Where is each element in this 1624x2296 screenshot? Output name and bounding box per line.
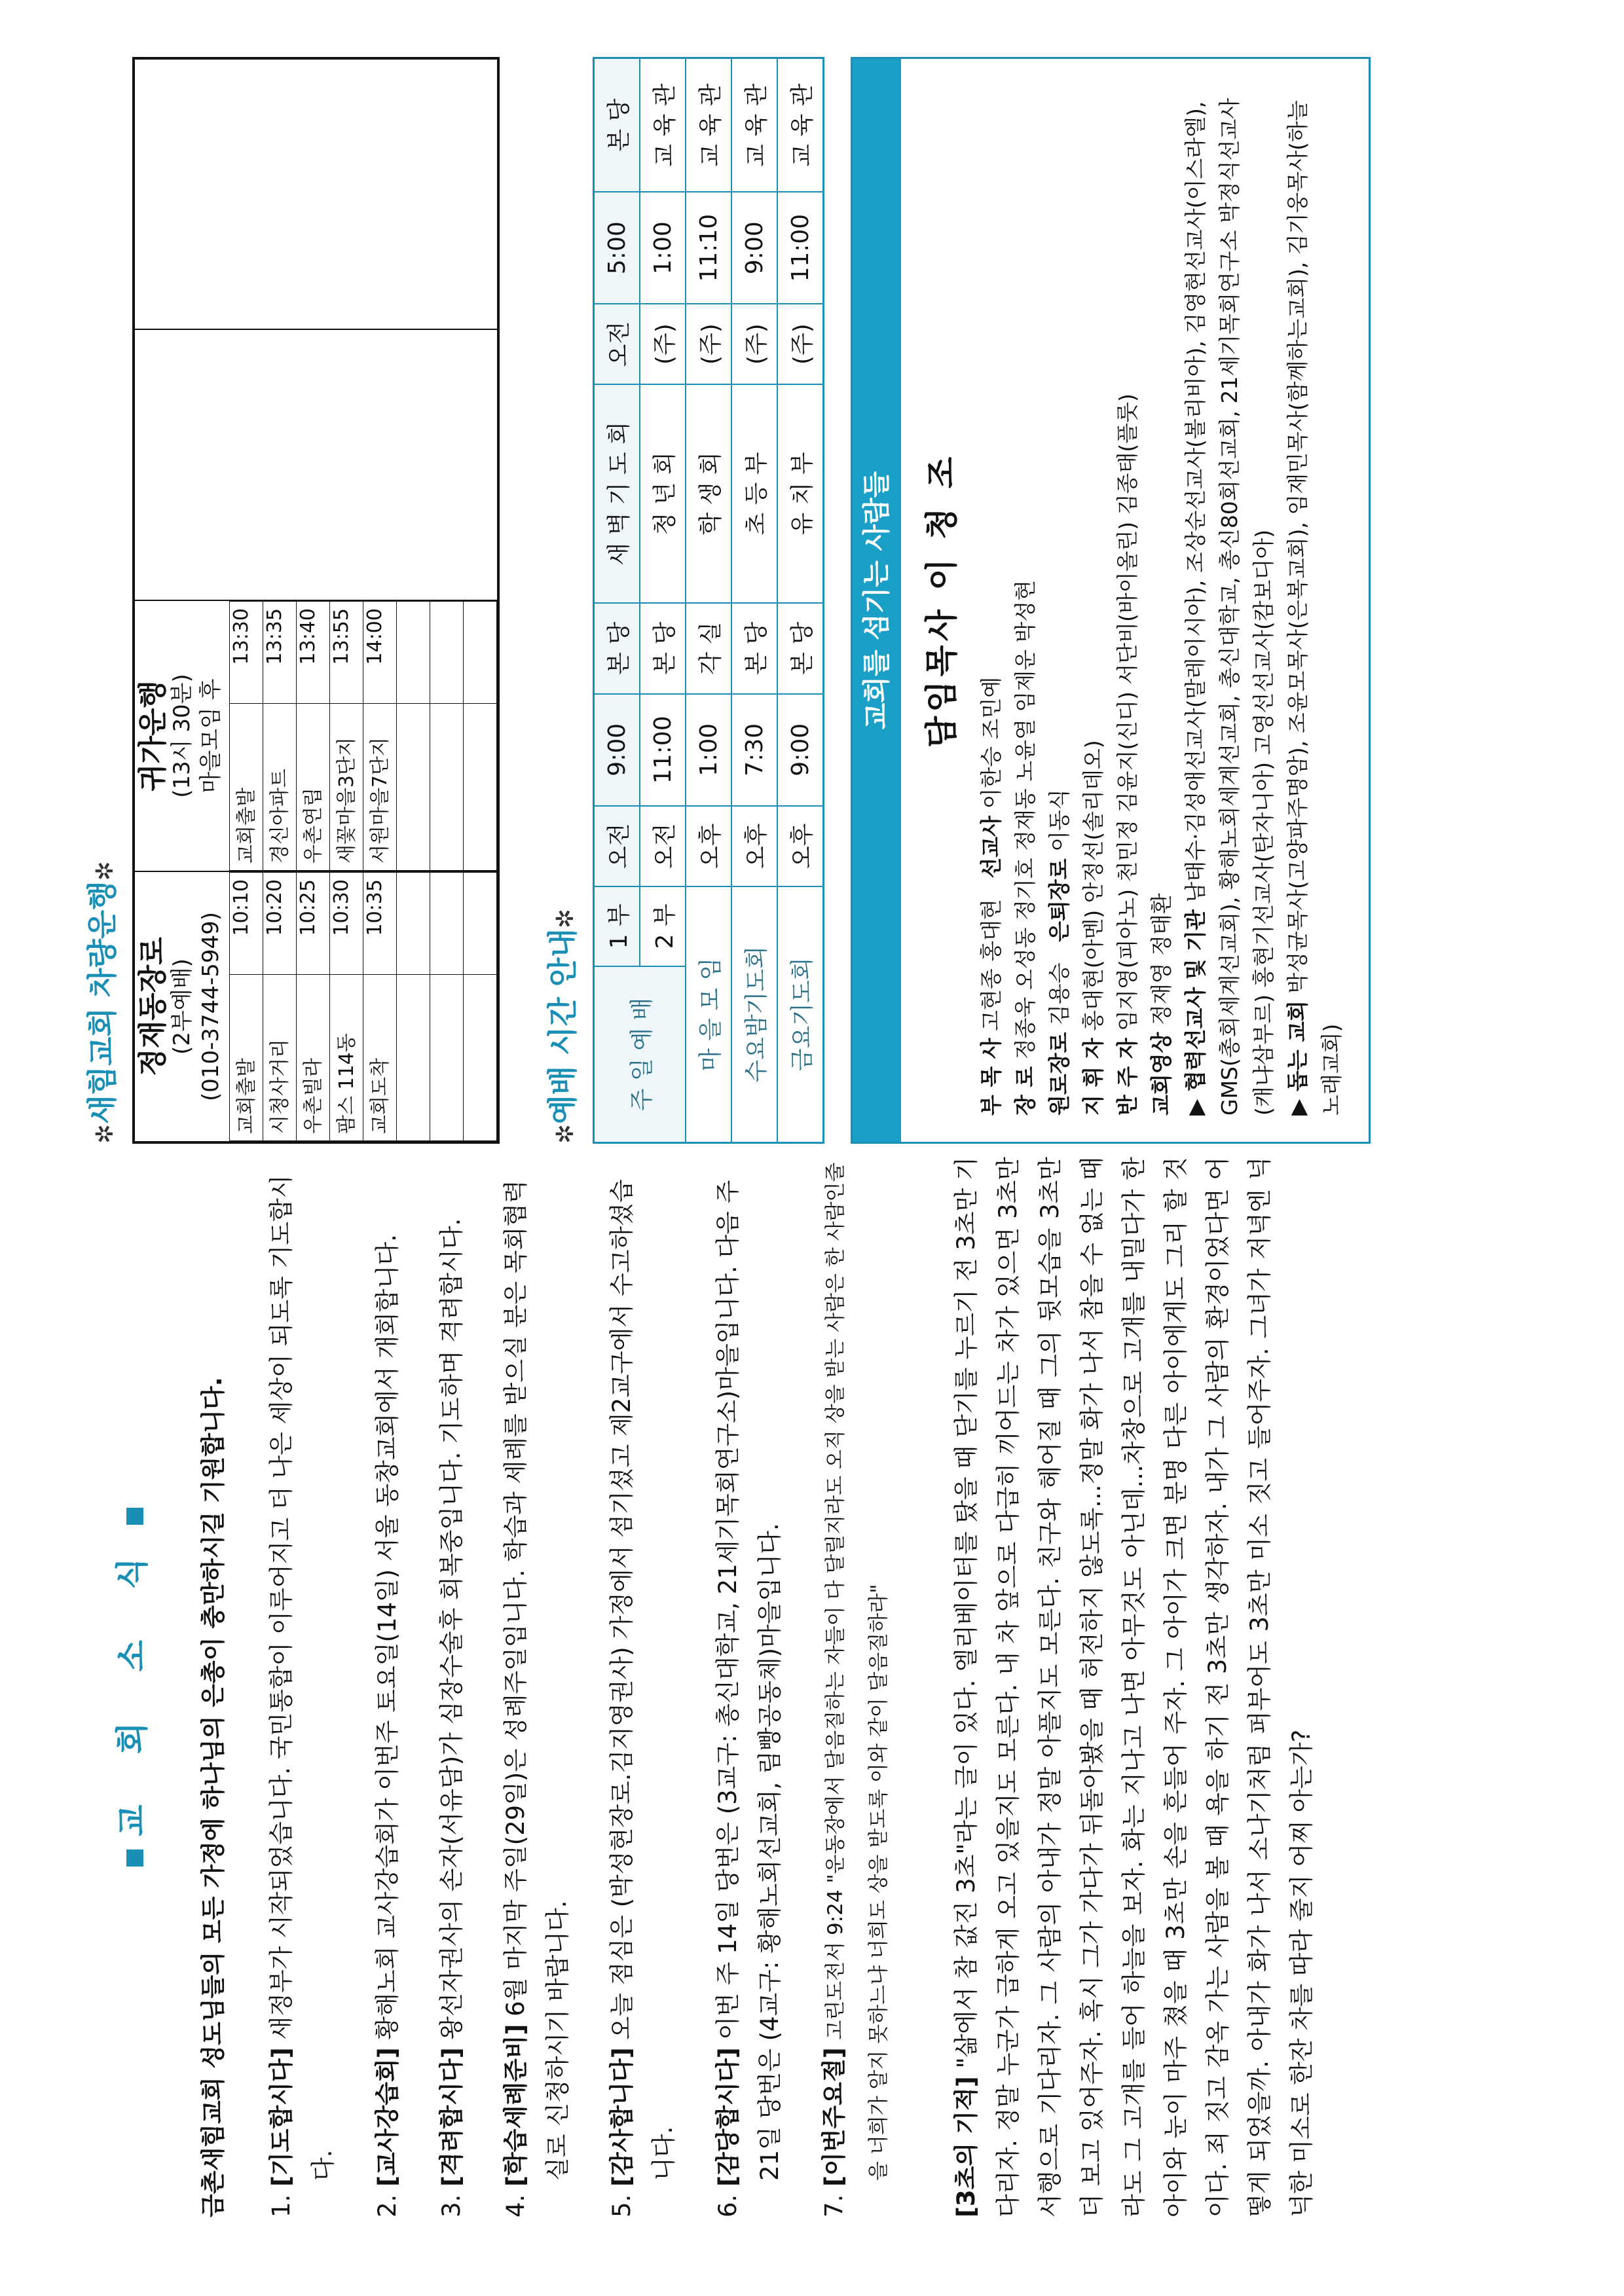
bus-section-title: ✲새힘교회 차량운행✲ xyxy=(84,861,120,1144)
table-row: 교회출발 13:30 xyxy=(230,602,263,871)
worship-section-title: ✲예배 시간 안내✲ xyxy=(545,909,580,1144)
table-row: 시청사거리 10:20 xyxy=(263,873,297,1141)
senior-pastor: 담임목사 이 청 조 xyxy=(923,452,961,748)
news-item: 2. [교사강습회] 황해노회 교사강습회가 이번주 토요일(14일) 서울 동창교회에서 개회합니다. xyxy=(373,1234,401,2217)
empty-route-column xyxy=(134,58,498,329)
news-item: 5. [감사합니다] 오늘 점심은 (박성현장로.김지영권사) 가정에서 섬기셨고 제2교구에서 수고하셨습니다. xyxy=(608,1179,678,2217)
route1-header: 정재동장로 (2부예배) (010-3744-5949) xyxy=(136,911,224,1102)
star-icon: ✲ xyxy=(92,861,119,881)
table-row: 2 부 오전 11:00 본 당 청 년 회 (주) 1:00 교 육 관 xyxy=(640,58,686,1143)
news-item: 3. [격려합시다] 왕선자권사의 손자(서유담)가 심장수술후 회복중입니다. 기도하며 격려합시다. xyxy=(437,1218,466,2217)
news-item: 4. [학습세례준비] 6월 마지막 주일(29일)은 성례주일입니다. 학습과 세례를 받으실 분은 목회협력실로 신청하시기 바랍니다. xyxy=(502,1180,572,2217)
staff-list xyxy=(901,59,1369,1142)
table-row: 우촌연립 13:40 xyxy=(297,602,330,871)
route1-stops xyxy=(229,872,497,1141)
staff-line: ▶ 돕는 교회 박성균목사(고양파주명암), 조윤모목사(은복교회), 임재민목사(함께하는교회), 김기웅목사(하늘노래교회) xyxy=(1285,100,1344,1116)
staff-line: 지 휘 자 홍대현(아멘) 안정선(솔리데오) xyxy=(1080,740,1106,1116)
route2-header: 귀가운행 (13시 30분) 마을모임 후 xyxy=(136,674,224,798)
star-icon: ✲ xyxy=(92,1123,119,1144)
table-row: 수요밤기도회 오후 7:30 본 당 초 등 부 (주) 9:00 교 육 관 xyxy=(731,58,777,1143)
table-row: 새꽃마을3단지 13:55 xyxy=(330,602,363,871)
staff-box-title: 교회를 섬기는 사람들 xyxy=(853,59,901,1142)
table-row: 서원마을7단지 14:00 xyxy=(363,602,397,871)
staff-line: 장 로 정종욱 오성동 정기호 정재동 노윤열 임제운 박성현 xyxy=(1012,579,1038,1116)
empty-route-column xyxy=(134,329,498,600)
table-row: 교회도착 10:35 xyxy=(363,873,397,1141)
table-row: 경신아파트 13:35 xyxy=(263,602,297,871)
staff-line: ▶ 협력선교사 및 기관 남태수·김성애선교사(말레이시아), 조상순선교사(볼리비아), 김영현선교사(이스라엘), GMS(총회세계선교회), 황해노회세계선교회, 총신대학교, 총신80회선교회, 21세기목회연구소 박정식선교사(캐냐삼부르) 홍현기선교사(탄자니아) 고영선선교사(캄보디아) xyxy=(1183,98,1276,1116)
table-row: 팜스 114동 10:30 xyxy=(330,873,363,1141)
square-icon xyxy=(126,1850,143,1867)
table-row: 금요기도회 오후 9:00 본 당 유 치 부 (주) 11:00 교 육 관 xyxy=(777,58,824,1143)
news-item: 7. [이번주요절] 고린도전서 9:24 "운동장에서 달음질하는 자들이 다 달릴지라도 오직 상을 받는 사람은 한 사람인줄을 너희가 알지 못하느냐 너희도 상을 받도록 이와 같이 달음질하라" xyxy=(820,1162,891,2217)
staff-line: 부 목 사 고현종 홍대현 선교사 이한승 조민예 xyxy=(978,676,1004,1116)
staff-line: 교회영상 정재영 정태환 xyxy=(1149,893,1174,1116)
story-3-seconds: [3초의 기적] "삶에서 참 값진 3초"라는 글이 있다. 엘리베이터를 탔을 때 닫기를 누르기 전 3초만 기다리자. 정말 누군가 급하게 오고 있을지도 모른다. 내 차 앞으로 다급히 끼어드는 차가 있으면 3초만 서행으로 기다리자. 그 사람의 아내가 정말 아플지도 모른다. 친구와 헤어질 때 그의 뒷모습을 3초만 더 보고 있어주자. 혹시 그가 가다가 뒤돌아봤을 때 허전하지 않도록...정말 화가 나서 참을 수 없는 때라도 그 고개를 들어 하늘을 보자. 화는 지나고 나면 아무것도 아닌데...차창으로 고개를 내밀다가 한 아이와 눈이 마주 쳤을 때 3초만 손을 흔들어 주자. 그 아이가 크면 분명 다른 아이에게도 그리 할 것이다. 죄 짓고 감옥 가는 사람을 볼 때 욕을 하기 전 3초만 생각하자. 내가 그 사람의 환경이었다면 어떻게 되었을까. 아내가 화가 나서 소나기처럼 퍼부어도 3초만 미소 짓고 들어주자. 그녀가 저녁엔 넉넉한 미소로 한잔 차를 따라 줄지 어찌 아는가? xyxy=(952,1157,1316,2217)
star-icon: ✲ xyxy=(552,1123,579,1144)
church-staff-box xyxy=(851,57,1371,1144)
square-icon xyxy=(126,1508,143,1525)
news-item: 1. [기도합시다] 새정부가 시작되었습니다. 국민통합이 이루어지고 더 나은 세상이 되도록 기도합시다. xyxy=(267,1175,337,2217)
right-column xyxy=(79,57,1559,1144)
bus-schedule-table xyxy=(132,57,500,1144)
news-item: 6. [감당합시다] 이번 주 14일 당번은 (3교구: 총신대학교, 21세기목회연구소)마을입니다. 다음 주 21일 당번은 (4교구: 황해노회선교회, 림빵공동체)마을입니다. xyxy=(714,1180,784,2217)
news-title: 교 회 소 식 xyxy=(111,1157,153,2217)
table-row: 우촌빌라 10:25 xyxy=(297,873,330,1141)
church-news xyxy=(98,1157,1559,2217)
staff-line: 반 주 자 임지영(피아노) 천민정 김윤지(신디) 서단비(바이올린) 김종태(플룻) xyxy=(1115,393,1140,1116)
table-row: 마 을 모 임 오후 1:00 각 실 학 생 회 (주) 11:10 교 육 관 xyxy=(686,58,731,1143)
worship-schedule-table xyxy=(593,57,824,1144)
star-icon: ✲ xyxy=(552,909,579,929)
table-row: 주 일 예 배 1 부 오전 9:00 본 당 새 벽 기 도 회 오전 5:00 본 당 xyxy=(594,58,640,1143)
table-row: 교회출발 10:10 xyxy=(230,873,263,1141)
staff-line: 원로장로 김용승 은퇴장로 이동식 xyxy=(1046,789,1072,1116)
news-intro: 금촌새힘교회 성도님들의 모든 가정에 하나님의 은총이 충만하시길 기원합니다. xyxy=(199,1377,227,2217)
route2-stops xyxy=(229,601,497,871)
